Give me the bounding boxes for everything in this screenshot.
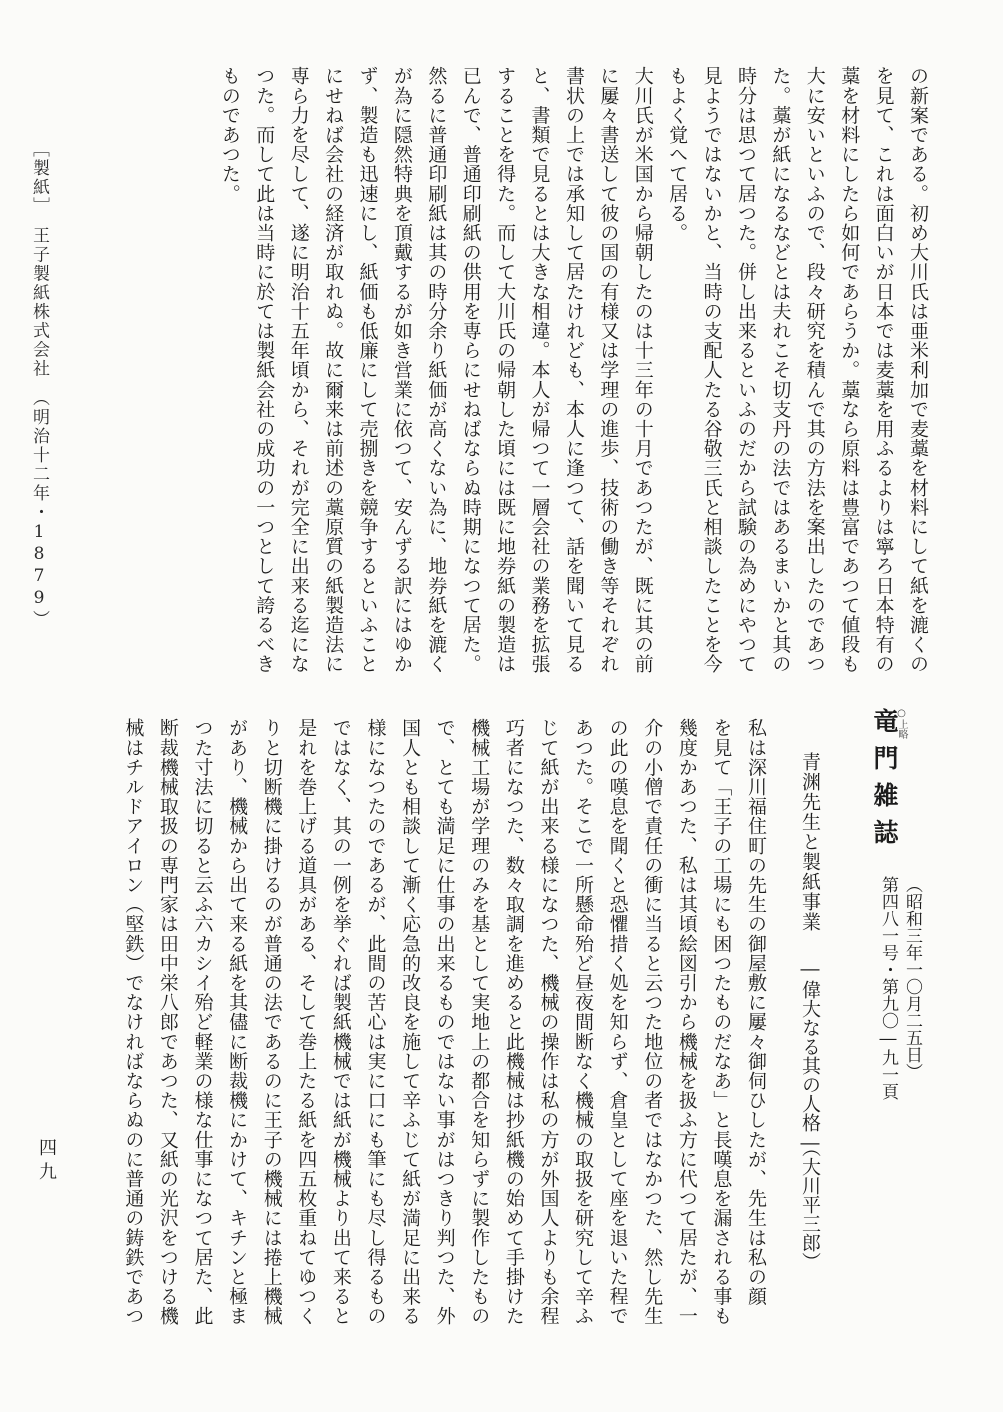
journal-note: ○上略 — [896, 708, 907, 739]
issue-date: （昭和三年一〇月二五日） — [902, 876, 922, 1080]
article-title: 青渊先生と製紙事業 — [799, 752, 821, 932]
running-header: ［製紙］ 王子製紙株式会社 （明治十二年・1879） — [29, 140, 49, 629]
journal-title: 竜門雑誌 — [870, 708, 899, 856]
article-subtitle: ―偉大なる其の人格― — [799, 958, 821, 1154]
lower-body-text: 私は深川福住町の先生の御屋敷に屢々御伺ひしたが、先生は私の顔 を見て「王子の工場にも困つたものだなあ」と長嘆息を漏される事も 幾度かあつた、私は其頃絵図引から機械を扱ふ方に代つて居たが、一 介の小僧で責任の衝に当ると云つた地位の者ではなかつた、然し先生 の此の嘆息を聞くと恐懼措く処を知らず、倉皇として座を退いた程で あつた。そこで一所懸命殆ど昼夜間断なく機械の取扱を研究して辛ふ じて紙が出来る様になつた、機械の操作は私の方が外国人よりも余程 巧者になつた、数々取調を進めると此機械は抄紙機の始めて手掛けた 機械工場が学理のみを基として実地上の都合を知らずに製作したもの で、とても満足に仕事の出来るものではない事がはつきり判つた、外 国人とも相談して漸く応急的改良を施して辛ふじて紙が満足に出来る 様になつたのであるが、此間の苦心は実に口にも筆にも尽し得るもの ではなく、其の一例を挙ぐれば製紙機械では紙が機械より出て来ると 是れを巻上げる道具がある、そして巻上たる紙を四五枚重ねてゆつく りと切断機に掛けるのが普通の法であるのに王子の機械には捲上機械 があり、機械から出て来る紙を其儘に断裁機にかけて、キチンと極ま つた寸法に切ると云ふ六カシイ殆ど軽業の様な仕事になつて居た、此 断裁機械取扱の専門家は田中栄八郎であつた、又紙の光沢をつける機 械はチルドアイロン（堅鉄）でなければならぬのに普通の鋳鉄であつ — [122, 718, 767, 1326]
article-author: （大川平三郎） — [799, 1138, 821, 1271]
issue-number: 第四八一号・第九〇―九一頁 — [878, 876, 898, 1100]
upper-body-text: の新案である。初め大川氏は亜米利加で麦藁を材料にして紙を漉くの を見て、これは面白いが日本では麦藁を用ふるよりは寧ろ日本特有の 藁を材料にしたら如何であらうか。藁なら原料は豊富であつて値段も 大に安いといふので、段々研究を積んで其の方法を案出したのであつ た。藁が紙になるなどとは夫れこそ切支丹の法ではあるまいかと其の 時分は思つて居つた。併し出来るといふのだから試験の為めにやつて 見ようではないかと、当時の支配人たる谷敬三氏と相談したことを今 もよく覚へて居る。 大川氏が米国から帰朝したのは十三年の十月であつたが、既に其の前 に屢々書送して彼の国の有様又は学理の進歩、技術の働き等それぞれ 書状の上では承知して居たけれども、本人に逢つて、話を聞いて見る と、書類で見るとは大きな相違。本人が帰つて一層会社の業務を拡張 することを得た。而して大川氏の帰朝した頃には既に地券紙の製造は 已んで、普通印刷紙の供用を専らにせねばならぬ時期になつて居た。 然るに普通印刷紙は其の時分余り紙価が高くない為に、地券紙を漉く が為に隠然特典を頂戴するが如き営業に依つて、安んずる訳にはゆか ず、製造も迅速にし、紙価も低廉にして売捌きを競争するといふこと にせねば会社の経済が取れぬ。故に爾来は前述の藁原質の紙製造法に 専ら力を尽して、遂に明治十五年頃から、それが完全に出来る迄にな つた。而して此は当時に於ては製紙会社の成功の一つとして誇るべき ものであつた。 — [218, 66, 929, 674]
page-number: 四九 — [36, 1138, 57, 1186]
